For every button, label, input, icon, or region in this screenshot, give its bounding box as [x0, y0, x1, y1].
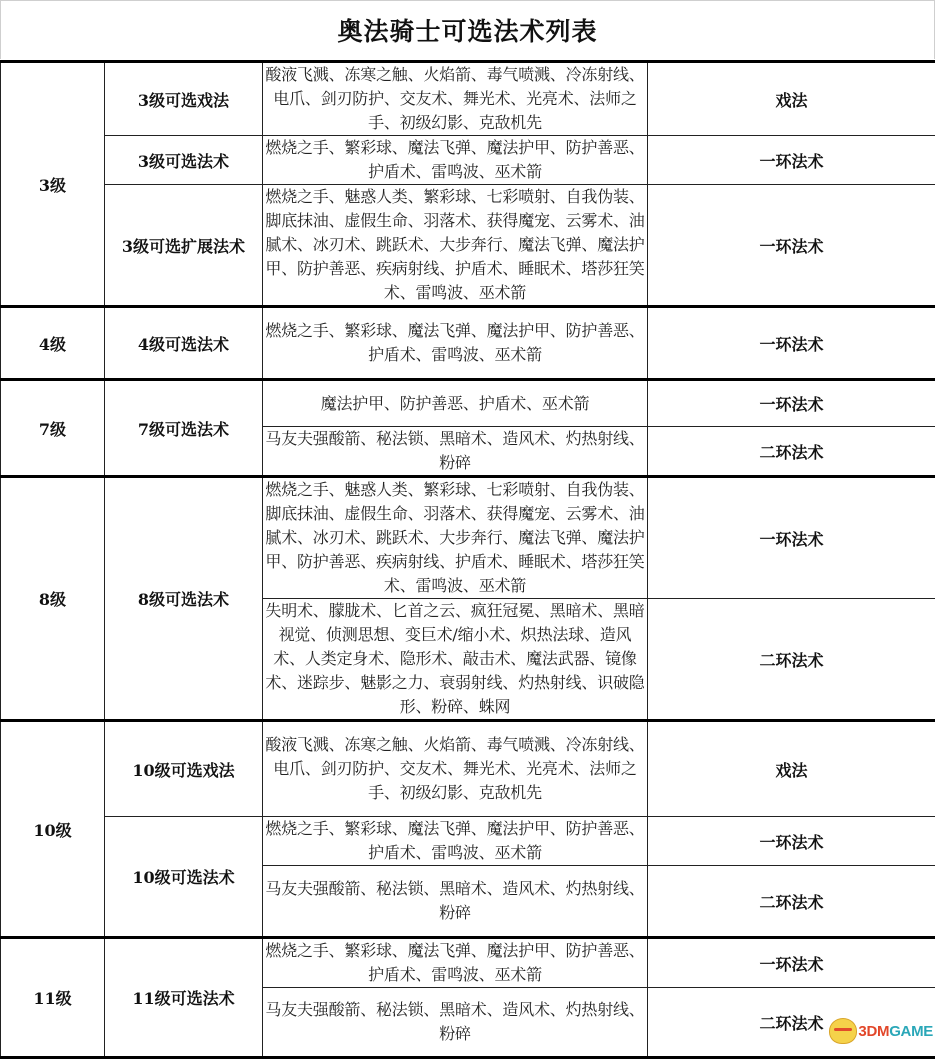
subcategory-cell: 4级可选法术 — [105, 307, 263, 380]
subcategory-cell: 3级可选法术 — [105, 136, 263, 185]
table-row — [1, 62, 935, 136]
subcategory-cell: 3级可选戏法 — [105, 62, 263, 136]
subcategory-cell: 8级可选法术 — [105, 477, 263, 721]
spell-table — [0, 60, 935, 1059]
table-row — [1, 721, 935, 817]
spell-type-cell: 戏法 — [648, 721, 935, 817]
subcategory-cell: 10级可选法术 — [105, 817, 263, 938]
spell-list-cell: 燃烧之手、繁彩球、魔法飞弹、魔法护甲、防护善恶、护盾术、雷鸣波、巫术箭 — [263, 938, 648, 988]
spell-list-cell: 燃烧之手、繁彩球、魔法飞弹、魔法护甲、防护善恶、护盾术、雷鸣波、巫术箭 — [263, 136, 648, 185]
spell-type-cell: 戏法 — [648, 62, 935, 136]
table-row — [1, 136, 935, 185]
table-row — [1, 380, 935, 427]
spell-type-cell: 一环法术 — [648, 817, 935, 866]
level-cell: 11级 — [1, 938, 105, 1058]
spell-type-cell: 二环法术 — [648, 866, 935, 938]
spell-type-cell: 一环法术 — [648, 307, 935, 380]
spell-type-cell: 一环法术 — [648, 185, 935, 307]
table-row — [1, 938, 935, 988]
spell-list-cell: 马友夫强酸箭、秘法锁、黑暗术、造风术、灼热射线、粉碎 — [263, 866, 648, 938]
spell-type-cell: 一环法术 — [648, 938, 935, 988]
chick-mascot-icon — [829, 1018, 857, 1044]
table-row — [1, 817, 935, 866]
subcategory-cell: 10级可选戏法 — [105, 721, 263, 817]
watermark-text: 3DMGAME — [858, 1023, 933, 1040]
table-row — [1, 185, 935, 307]
spell-list-cell: 马友夫强酸箭、秘法锁、黑暗术、造风术、灼热射线、粉碎 — [263, 988, 648, 1058]
spell-list-cell: 燃烧之手、魅惑人类、繁彩球、七彩喷射、自我伪装、脚底抹油、虚假生命、羽落术、获得魔宠、云雾术、油腻术、冰刃术、跳跃术、大步奔行、魔法飞弹、魔法护甲、防护善恶、疾病射线、护盾术、睡眠术、塔莎狂笑术、雷鸣波、巫术箭 — [263, 477, 648, 599]
spell-type-cell: 二环法术 — [648, 599, 935, 721]
subcategory-cell: 3级可选扩展法术 — [105, 185, 263, 307]
spell-list-cell: 燃烧之手、繁彩球、魔法飞弹、魔法护甲、防护善恶、护盾术、雷鸣波、巫术箭 — [263, 307, 648, 380]
spell-list-cell: 酸液飞溅、冻寒之触、火焰箭、毒气喷溅、冷冻射线、电爪、剑刃防护、交友术、舞光术、光亮术、法师之手、初级幻影、克敌机先 — [263, 721, 648, 817]
spell-type-cell: 一环法术 — [648, 477, 935, 599]
table-row — [1, 307, 935, 380]
subcategory-cell: 7级可选法术 — [105, 380, 263, 477]
level-cell: 7级 — [1, 380, 105, 477]
level-cell: 3级 — [1, 62, 105, 307]
spell-list-cell: 燃烧之手、繁彩球、魔法飞弹、魔法护甲、防护善恶、护盾术、雷鸣波、巫术箭 — [263, 817, 648, 866]
title-bar — [0, 0, 935, 59]
level-cell: 4级 — [1, 307, 105, 380]
page-title: 奥法骑士可选法术列表 — [337, 12, 597, 48]
spell-list-cell: 马友夫强酸箭、秘法锁、黑暗术、造风术、灼热射线、粉碎 — [263, 427, 648, 477]
level-cell: 8级 — [1, 477, 105, 721]
spell-list-cell: 燃烧之手、魅惑人类、繁彩球、七彩喷射、自我伪装、脚底抹油、虚假生命、羽落术、获得魔宠、云雾术、油腻术、冰刃术、跳跃术、大步奔行、魔法飞弹、魔法护甲、防护善恶、疾病射线、护盾术、睡眠术、塔莎狂笑术、雷鸣波、巫术箭 — [263, 185, 648, 307]
spell-type-cell: 一环法术 — [648, 136, 935, 185]
spell-list-cell: 失明术、朦胧术、匕首之云、疯狂冠冕、黑暗术、黑暗视觉、侦测思想、变巨术/缩小术、炽热法球、造风术、人类定身术、隐形术、敲击术、魔法武器、镜像术、迷踪步、魅影之力、衰弱射线、灼热射线、识破隐形、粉碎、蛛网 — [263, 599, 648, 721]
watermark-3dmgame — [829, 1018, 933, 1044]
spell-type-cell: 二环法术 — [648, 427, 935, 477]
subcategory-cell: 11级可选法术 — [105, 938, 263, 1058]
spell-list-cell: 酸液飞溅、冻寒之触、火焰箭、毒气喷溅、冷冻射线、电爪、剑刃防护、交友术、舞光术、光亮术、法师之手、初级幻影、克敌机先 — [263, 62, 648, 136]
spell-list-cell: 魔法护甲、防护善恶、护盾术、巫术箭 — [263, 380, 648, 427]
spell-type-cell: 一环法术 — [648, 380, 935, 427]
spell-type-cell: 二环法术 — [648, 988, 935, 1058]
level-cell: 10级 — [1, 721, 105, 938]
table-row — [1, 477, 935, 599]
